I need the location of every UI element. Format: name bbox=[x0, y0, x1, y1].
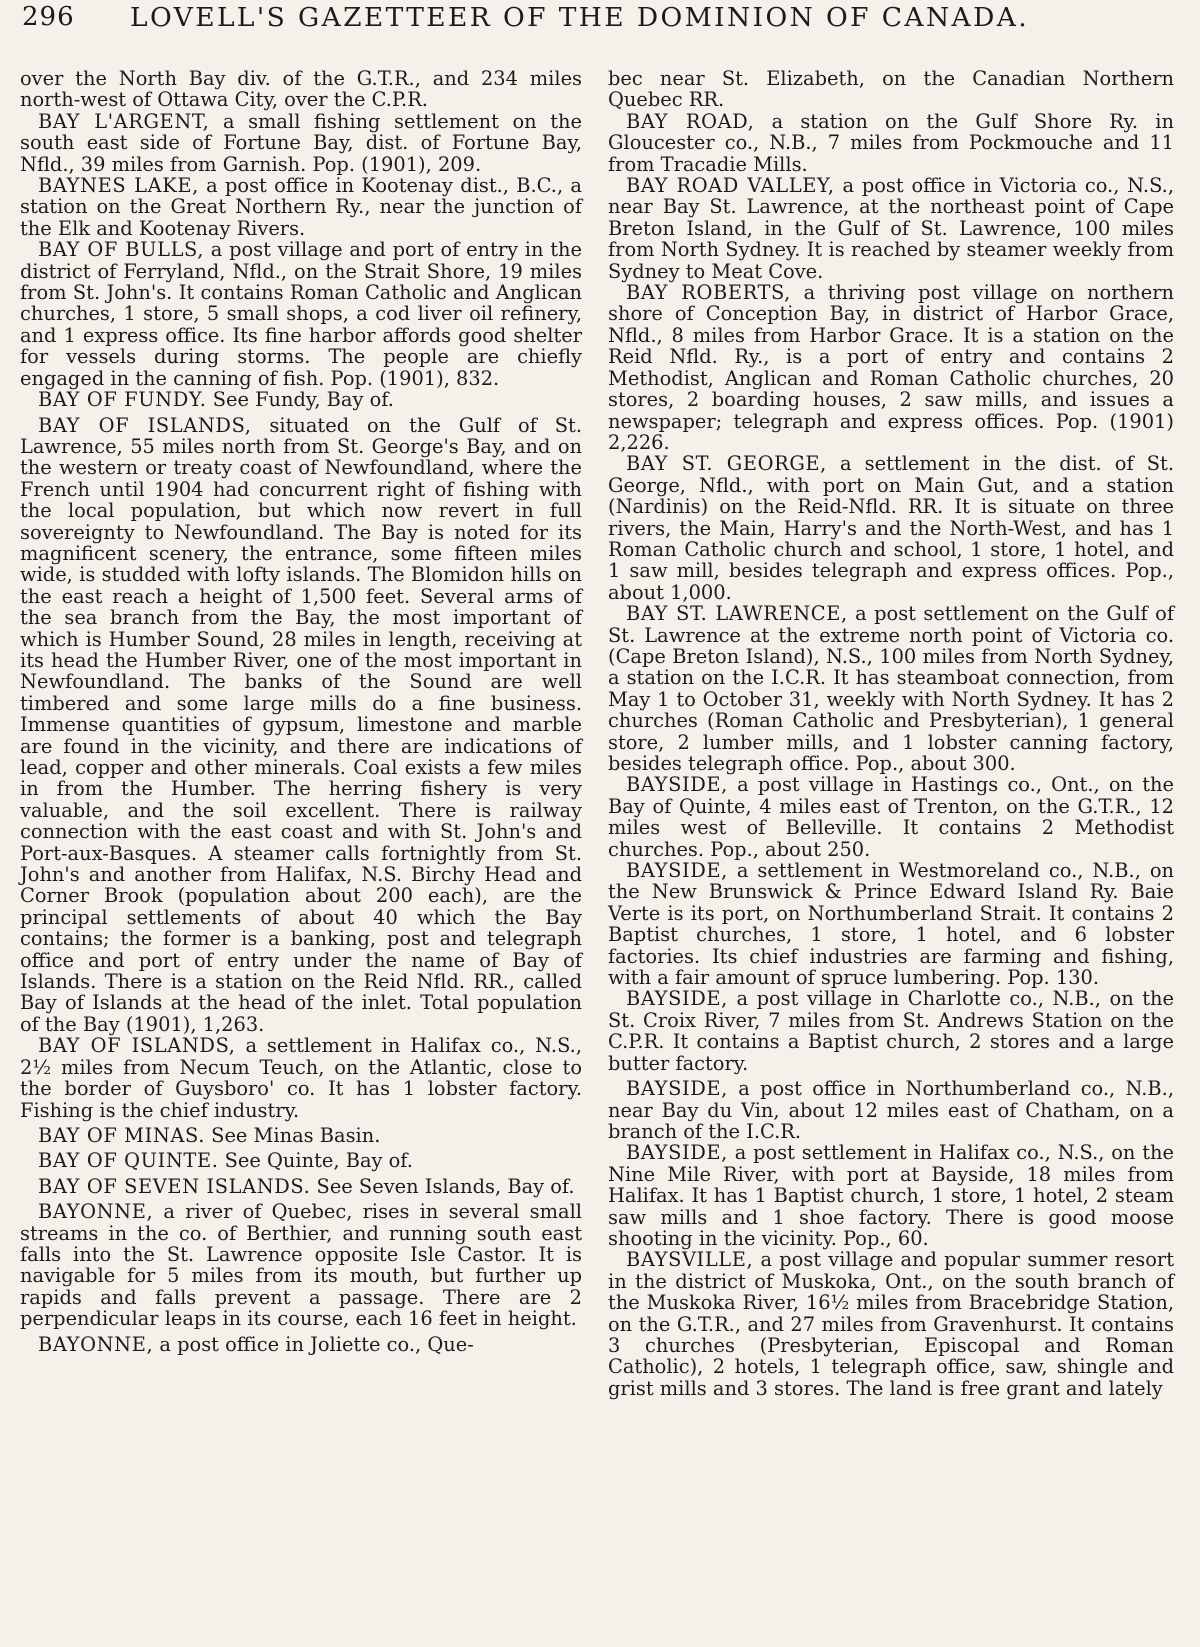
entry-heading: BAYSIDE, bbox=[626, 859, 728, 883]
gazetteer-entry bbox=[608, 68, 1174, 111]
entry-heading: BAY OF FUNDY. bbox=[38, 388, 207, 412]
entry-text: See Quinte, Bay of. bbox=[218, 1149, 413, 1173]
entry-heading: BAY ROBERTS, bbox=[626, 281, 791, 305]
entry-text: a post village and popular summer resort in the district of Muskoka, Ont., on the south branch of the Muskoka River, 16½ miles from Bracebridge Station, on the G.T.R., and 27 miles from Gravenhurst. It contains 3 churches (Presbyterian, Episcopal and Roman Catholic), 2 hotels, 1 telegraph office, saw, shingle and grist mills and 3 stores. The land is free grant and lately bbox=[608, 1248, 1174, 1400]
entry-text: a post office in Northumberland co., N.B., near Bay du Vin, about 12 miles east of Chatham, on a branch of the I.C.R. bbox=[608, 1077, 1174, 1143]
gazetteer-entry bbox=[20, 1150, 582, 1171]
entry-text: situated on the Gulf of St. Lawrence, 55 miles north from St. George's Bay, and on the western or treaty coast of Newfoundland, where the French until 1904 had concurrent right of fishing with the local population, but which now revert in full sovereignty to Newfoundland. The Bay is noted for its magnificent scenery, the entrance, some fifteen miles wide, is studded with lofty islands. The Blomidon hills on the east reach a height of 1,500 feet. Several arms of the sea branch from the Bay, the most important of which is Humber Sound, 28 miles in length, receiving at its head the Humber River, one of the most important in Newfoundland. The banks of the Sound are well timbered and some large mills do a fine business. Immense quantities of gypsum, limestone and marble are found in the vicinity, and there are indications of lead, copper and other minerals. Coal exists a few miles in from the Humber. The herring fishery is very valuable, and the soil excellent. There is railway connection with the east coast and with St. John's and Port-aux-Basques. A steamer calls fortnightly from St. John's and another from Halifax, N.S. Birchy Head and Corner Brook (population about 200 each), are the principal settlements of about 40 which the Bay contains; the former is a banking, post and telegraph office and port of entry under the name of Bay of Islands. There is a station on the Reid Nfld. RR., called Bay of Islands at the head of the inlet. Total population of the Bay (1901), 1,263. bbox=[20, 413, 582, 1036]
entry-text: bec near St. Elizabeth, on the Canadian Northern Quebec RR. bbox=[608, 67, 1174, 112]
gazetteer-entry bbox=[608, 1078, 1174, 1142]
gazetteer-entry bbox=[608, 860, 1174, 988]
entry-text: a station on the Gulf Shore Ry. in Gloucester co., N.B., 7 miles from Pockmouche and 11 from Tracadie Mills. bbox=[608, 109, 1174, 176]
gazetteer-entry bbox=[20, 175, 582, 239]
entry-heading: BAY ROAD VALLEY, bbox=[626, 174, 835, 198]
gazetteer-entry bbox=[20, 1035, 582, 1121]
gazetteer-entry bbox=[20, 415, 582, 1036]
entry-text: over the North Bay div. of the G.T.R., and 234 miles north-west of Ottawa City, over the C.P.R. bbox=[20, 67, 582, 112]
entry-heading: BAYSIDE, bbox=[626, 1141, 728, 1165]
entry-heading: BAY OF ISLANDS, bbox=[38, 413, 252, 437]
entry-heading: BAY OF SEVEN ISLANDS. bbox=[38, 1174, 311, 1198]
entry-text: a settlement in Westmoreland co., N.B., on the New Brunswick & Prince Edward Island Ry. Baie Verte is its port, on Northumberland Strait. It contains 2 Baptist churches, 1 store, 1 hotel, and 6 lobster factories. Its chief industries are farming and fishing, with a fair amount of spruce lumbering. Pop. 130. bbox=[608, 859, 1174, 990]
entry-heading: BAYONNE, bbox=[38, 1332, 154, 1356]
entry-heading: BAYSVILLE, bbox=[626, 1248, 754, 1272]
entry-text: a post office in Victoria co., N.S., near Bay St. Lawrence, at the northeast point of Cape Breton Island, in the Gulf of St. Lawrence, 100 miles from North Sydney. It is reached by steamer weekly from Sydney to Meat Cove. bbox=[608, 174, 1174, 283]
entry-heading: BAYSIDE, bbox=[626, 773, 728, 797]
entry-heading: BAYSIDE, bbox=[626, 987, 728, 1011]
entry-text: a post village in Hastings co., Ont., on the Bay of Quinte, 4 miles east of Trenton, on the G.T.R., 12 miles west of Belleville. It contains 2 Methodist churches. Pop., about 250. bbox=[608, 773, 1174, 861]
gazetteer-entry bbox=[20, 389, 582, 410]
gazetteer-entry bbox=[20, 68, 582, 111]
gazetteer-entry bbox=[20, 1176, 582, 1197]
gazetteer-entry bbox=[608, 774, 1174, 860]
entry-heading: BAY OF QUINTE. bbox=[38, 1149, 219, 1173]
entry-text: a post office in Kootenay dist., B.C., a station on the Great Northern Ry., near the junction of the Elk and Kootenay Rivers. bbox=[20, 174, 582, 240]
gazetteer-entry bbox=[20, 239, 582, 389]
entry-heading: BAYONNE, bbox=[38, 1200, 154, 1224]
running-title: LOVELL'S GAZETTEER OF THE DOMINION OF CANADA. bbox=[130, 2, 1030, 33]
gazetteer-entry bbox=[20, 1334, 582, 1355]
gazetteer-entry bbox=[608, 1249, 1174, 1399]
entry-text: See Seven Islands, Bay of. bbox=[310, 1174, 575, 1198]
page-header bbox=[22, 2, 1182, 46]
entry-text: a settlement in the dist. of St. George, Nfld., with port on Main Gut, and a station (Nardinis) on the Reid-Nfld. RR. It is situate on three rivers, the Main, Harry's and the North-West, and has 1 Roman Catholic church and school, 1 store, 1 hotel, and 1 saw mill, besides telegraph and express offices. Pop., about 1,000. bbox=[608, 452, 1174, 604]
gazetteer-entry bbox=[608, 111, 1174, 175]
entry-text: a small fishing settlement on the south east side of Fortune Bay, dist. of Fortune Bay, Nfld., 39 miles from Garnish. Pop. (1901), 209. bbox=[20, 109, 582, 176]
entry-heading: BAYSIDE, bbox=[626, 1077, 728, 1101]
right-column bbox=[608, 68, 1174, 1399]
gazetteer-entry bbox=[608, 175, 1174, 282]
gazetteer-entry bbox=[608, 988, 1174, 1074]
gazetteer-entry bbox=[608, 453, 1174, 603]
entry-heading: BAY L'ARGENT, bbox=[38, 109, 210, 133]
gazetteer-entry bbox=[608, 1142, 1174, 1249]
gazetteer-entry bbox=[20, 111, 582, 175]
gazetteer-entry bbox=[20, 1201, 582, 1329]
entry-heading: BAY ROAD, bbox=[626, 109, 755, 133]
entry-text: a settlement in Halifax co., N.S., 2½ miles from Necum Teuch, on the Atlantic, close to the border of Guysboro' co. It has 1 lobster factory. Fishing is the chief industry. bbox=[20, 1034, 582, 1122]
entry-heading: BAY OF MINAS. bbox=[38, 1123, 205, 1147]
entry-heading: BAY ST. GEORGE, bbox=[626, 452, 827, 476]
gazetteer-entry bbox=[608, 603, 1174, 774]
entry-text: a post village in Charlotte co., N.B., on the St. Croix River, 7 miles from St. Andrews Station on the C.P.R. It contains a Baptist church, 2 stores and a large butter factory. bbox=[608, 987, 1174, 1075]
left-column bbox=[20, 68, 582, 1355]
entry-text: a post office in Joliette co., Que- bbox=[153, 1332, 474, 1356]
entry-text: a thriving post village on northern shore of Conception Bay, in district of Harbor Grace, Nfld., 8 miles from Harbor Grace. It is a station on the Reid Nfld. Ry., is a port of entry and contains 2 Methodist, Anglican and Roman Catholic churches, 20 stores, 2 boarding houses, 2 saw mills, and issues a newspaper; telegraph and express offices. Pop. (1901) 2,226. bbox=[608, 281, 1174, 454]
entry-text: a post settlement in Halifax co., N.S., on the Nine Mile River, with port at Bayside, 18 miles from Halifax. It has 1 Baptist church, 1 store, 1 hotel, 2 steam saw mills and 1 shoe factory. There is good moose shooting in the vicinity. Pop., 60. bbox=[608, 1141, 1174, 1250]
entry-text: See Fundy, Bay of. bbox=[206, 388, 394, 412]
entry-heading: BAY ST. LAWRENCE, bbox=[626, 602, 848, 626]
entry-text: a post village and port of entry in the district of Ferryland, Nfld., on the Strait Shore, 19 miles from St. John's. It contains Roman Catholic and Anglican churches, 1 store, 5 small shops, a cod liver oil refinery, and 1 express office. Its fine harbor affords good shelter for vessels during storms. The people are chiefly engaged in the canning of fish. Pop. (1901), 832. bbox=[20, 238, 582, 390]
gazetteer-entry bbox=[20, 1125, 582, 1146]
entry-text: See Minas Basin. bbox=[205, 1123, 381, 1147]
entry-text: a river of Quebec, rises in several small streams in the co. of Berthier, and running south east falls into the St. Lawrence opposite Isle Castor. It is navigable for 5 miles from its mouth, but further up rapids and falls prevent a passage. There are 2 perpendicular leaps in its course, each 16 feet in height. bbox=[20, 1200, 582, 1331]
entry-heading: BAYNES LAKE, bbox=[38, 174, 199, 198]
entry-heading: BAY OF ISLANDS, bbox=[38, 1034, 236, 1058]
entry-text: a post settlement on the Gulf of St. Lawrence at the extreme north point of Victoria co. (Cape Breton Island), N.S., 100 miles from North Sydney, a station on the I.C.R. It has steamboat connection, from May 1 to October 31, weekly with North Sydney. It has 2 churches (Roman Catholic and Presbyterian), 1 general store, 2 lumber mills, and 1 lobster canning factory, besides telegraph office. Pop., about 300. bbox=[608, 602, 1174, 775]
page-number: 296 bbox=[22, 2, 75, 32]
gazetteer-entry bbox=[608, 282, 1174, 453]
entry-heading: BAY OF BULLS, bbox=[38, 238, 205, 262]
